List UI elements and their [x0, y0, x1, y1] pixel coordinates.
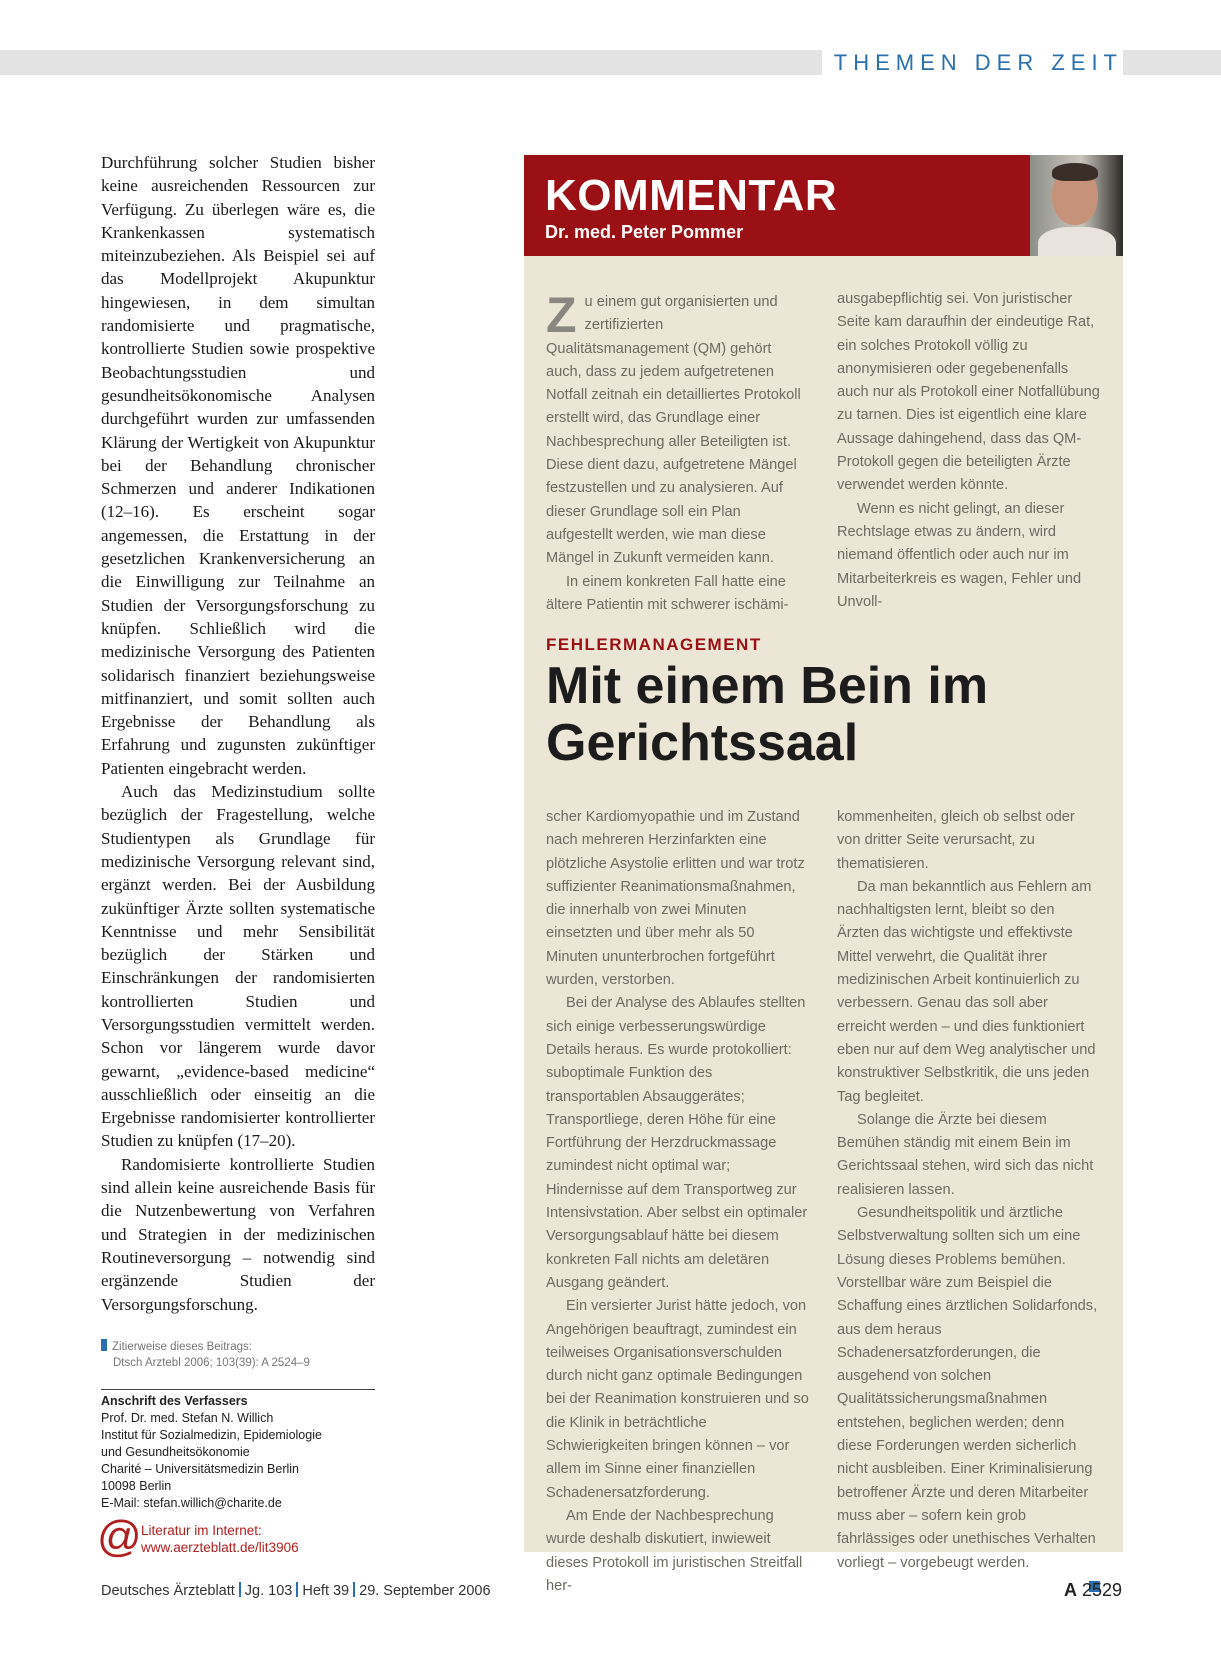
literature-link[interactable]: www.aerzteblatt.de/lit3906	[141, 1540, 299, 1555]
literature-label: Literatur im Internet:	[141, 1523, 262, 1538]
address-line: Charité – Universitätsmedizin Berlin	[101, 1462, 299, 1476]
body-column-2	[837, 806, 1100, 1592]
page-prefix: A	[1063, 1580, 1077, 1600]
body-paragraph: Solange die Ärzte bei diesem Bemühen ständig mit einem Bein im Gerichtssaal stehen, wird sich das nicht realisieren lassen.	[837, 1111, 1094, 1198]
citation	[101, 1339, 375, 1371]
section-label: THEMEN DER ZEIT	[822, 48, 1123, 78]
intro-paragraph: u einem gut organisierten und zertifizierten Qualitätsmanagement (QM) gehört auch, dass zu jedem aufgetretenen Notfall zeitnah ein detailliertes Protokoll erstellt wird, das Grundlage einer Nachbesprechung aller Beteiligten ist. Diese dient dazu, aufgetretene Mängel festzustellen und zu analysieren. Auf dieser Grundlage soll ein Plan aufgestellt werden, wie man diese Mängel in Zukunft vermeiden kann.	[546, 294, 801, 567]
address-heading: Anschrift des Verfassers	[101, 1394, 248, 1408]
left-column-text	[101, 151, 375, 1316]
body-paragraph: scher Kardiomyopathie und im Zustand nach mehreren Herzinfarkten eine plötzliche Asystolie erlitten und war trotz suffizienter Reanimationsmaßnahmen, die innerhalb von zwei Minuten einsetzten und über mehr als 50 Minuten ununterbrochen fortgeführt wurden, verstorben.	[546, 809, 805, 989]
body-paragraph: Bei der Analyse des Ablaufes stellten sich einige verbesserungswürdige Details heraus. Es wurde protokolliert: suboptimale Funktion des transportablen Absauggerätes; Transportliege, deren Höhe für eine Fortführung der Herzdruckmassage zumindest nicht optimal war; Hindernisse auf dem Transportweg zur Intensivstation. Aber selbst ein optimaler Versorgungsablauf hätte bei diesem konkreten Fall nichts am deletären Ausgang geändert.	[546, 995, 808, 1291]
citation-line-2: Dtsch Arztebl 2006; 103(39): A 2524–9	[113, 1357, 310, 1369]
address-line: Prof. Dr. med. Stefan N. Willich	[101, 1411, 274, 1425]
article-kicker: FEHLERMANAGEMENT	[546, 635, 762, 654]
address-line: und Gesundheitsökonomie	[101, 1445, 250, 1459]
intro-column-1	[546, 287, 809, 617]
body-paragraph: kommenheiten, gleich ob selbst oder von dritter Seite verursacht, zu thematisieren.	[837, 809, 1075, 872]
volume: Jg. 103	[244, 1583, 293, 1599]
separator	[296, 1582, 298, 1597]
author-portrait	[1030, 155, 1123, 256]
issue: Heft 39	[302, 1583, 350, 1599]
author-address	[101, 1393, 375, 1512]
journal-name: Deutsches Ärzteblatt	[101, 1583, 235, 1599]
page-number	[1064, 1578, 1122, 1602]
address-divider	[101, 1389, 375, 1390]
footer	[101, 1581, 491, 1601]
citation-line-1: Zitierweise dieses Beitrags:	[112, 1341, 252, 1353]
address-email[interactable]: E-Mail: stefan.willich@charite.de	[101, 1496, 282, 1510]
body-paragraph: Gesundheitspolitik und ärztliche Selbstverwaltung sollten sich um eine Lösung dieses Problems bemühen. Vorstellbar wäre zum Beispiel die Schaffung eines ärztlichen Solidarfonds, aus dem heraus Schadenersatzforderungen, die ausgehend von solchen Qualitätssicherungsmaßnahmen entstehen, beglichen werden; denn diese Forderungen werden sicherlich nicht ausbleiben. Einer Kriminalisierung betroffener Ärzte und deren Mitarbeiter muss aber – sofern kein grob fahrlässiges oder unethisches Verhalten vorliegt – vorgebeugt werden.	[837, 1205, 1098, 1571]
at-icon: @	[97, 1512, 142, 1561]
body-column-1	[546, 806, 809, 1598]
separator	[239, 1582, 241, 1597]
intro-paragraph: In einem konkreten Fall hatte eine ältere Patientin mit schwerer ischämi-	[546, 573, 789, 613]
commentary-header	[524, 155, 1030, 256]
address-line: 10098 Berlin	[101, 1479, 172, 1493]
left-paragraph: Durchführung solcher Studien bisher keine ausreichenden Ressourcen zur Verfügung. Zu überlegen wäre es, die Krankenkassen systematisch miteinzubeziehen. Als Beispiel sei auf das Modellprojekt Akupunktur hingewiesen, in dem simultan randomisierte und pragmatische, kontrollierte Studien sowie prospektive Beobachtungsstudien und gesundheitsökonomische Analysen durchgeführt wurden zur umfassenden Klärung der Wertigkeit von Akupunktur bei der Behandlung chronischer Schmerzen und anderer Indikationen (12–16). Es erscheint sogar angemessen, die Erstattung in der gesetzlichen Krankenversicherung an die Einwilligung zur Teilnahme an Studien der Versorgungsforschung zu knüpfen. Schließlich wird die medizinische Versorgung des Patienten solidarisch finanziert beziehungsweise mitfinanziert, und somit sollten auch Ergebnisse der Behandlung als Erfahrung und zugunsten zukünftiger Patienten eingebracht werden.	[101, 153, 375, 778]
left-paragraph: Auch das Medizinstudium sollte bezüglich der Fragestellung, welche Studientypen als Grundlage für medizinische Versorgung relevant sind, ergänzt werden. Bei der Ausbildung zukünftiger Ärzte sollten systematische Kenntnisse und mehr Sensibilität bezüglich der Stärken und Einschränkungen der randomisierten kontrollierten Studien und Versorgungsstudien vermittelt werden. Schon vor längerem wurde davor gewarnt, „evidence-based medicine“ ausschließlich oder einseitig an die Ergebnisse randomisierter kontrollierter Studien zu knüpfen (17–20).	[101, 782, 375, 1151]
intro-column-2	[837, 288, 1100, 614]
body-paragraph: Da man bekanntlich aus Fehlern am nachhaltigsten lernt, bleibt so den Ärzten das wichtigste und effektivste Mittel verwehrt, die Qualität ihrer medizinischen Arbeit kontinuierlich zu verbessern. Genau das soll aber erreicht werden – und dies funktioniert eben nur auf dem Weg analytischer und konstruktiver Selbstkritik, die uns jeden Tag begleitet.	[837, 878, 1096, 1105]
left-paragraph: Randomisierte kontrollierte Studien sind allein keine ausreichende Basis für die Nutzenbewertung von Verfahren und Strategien in der medizinischen Routineversorgung – notwendig sind ergänzende Studien der Versorgungsforschung.	[101, 1154, 375, 1314]
intro-paragraph: Wenn es nicht gelingt, an dieser Rechtslage etwas zu ändern, wird niemand öffentlich oder auch nur im Mitarbeiterkreis es wagen, Fehler und Unvoll-	[837, 500, 1082, 610]
article-headline: Mit einem Bein im Gerichtssaal	[546, 657, 989, 772]
issue-date: 29. September 2006	[359, 1583, 491, 1599]
body-paragraph: Ein versierter Jurist hätte jedoch, von Angehörigen beauftragt, zumindest ein teilweises Organisationsverschulden durch nicht ganz optimale Bedingungen bei der Reanimation konstruieren und so die Klinik in beträchtliche Schwierigkeiten bringen können – vor allem im Sinne einer finanziellen Schadenersatzforderung.	[546, 1298, 809, 1501]
commentary-author: Dr. med. Peter Pommer	[545, 222, 744, 242]
intro-paragraph: ausgabepflichtig sei. Von juristischer Seite kam daraufhin der eindeutige Rat, ein solches Protokoll völlig zu anonymisieren oder gegebenenfalls auch nur als Protokoll einer Notfallübung zu tarnen. Dies ist eigentlich eine klare Aussage dahingehend, dass das QM-Protokoll gegen die beteiligten Ärzte verwendet werden könnte.	[837, 291, 1100, 494]
body-paragraph: Am Ende der Nachbesprechung wurde deshalb diskutiert, inwieweit dieses Protokoll im juristischen Streitfall her-	[546, 1507, 803, 1594]
commentary-title: KOMMENTAR	[545, 171, 838, 220]
citation-marker-icon	[101, 1339, 107, 1351]
drop-cap: Z	[546, 287, 577, 343]
separator	[353, 1582, 355, 1597]
literature-link-block	[97, 1512, 387, 1564]
address-line: Institut für Sozialmedizin, Epidemiologie	[101, 1428, 322, 1442]
page-number-value: 2529	[1081, 1580, 1122, 1600]
